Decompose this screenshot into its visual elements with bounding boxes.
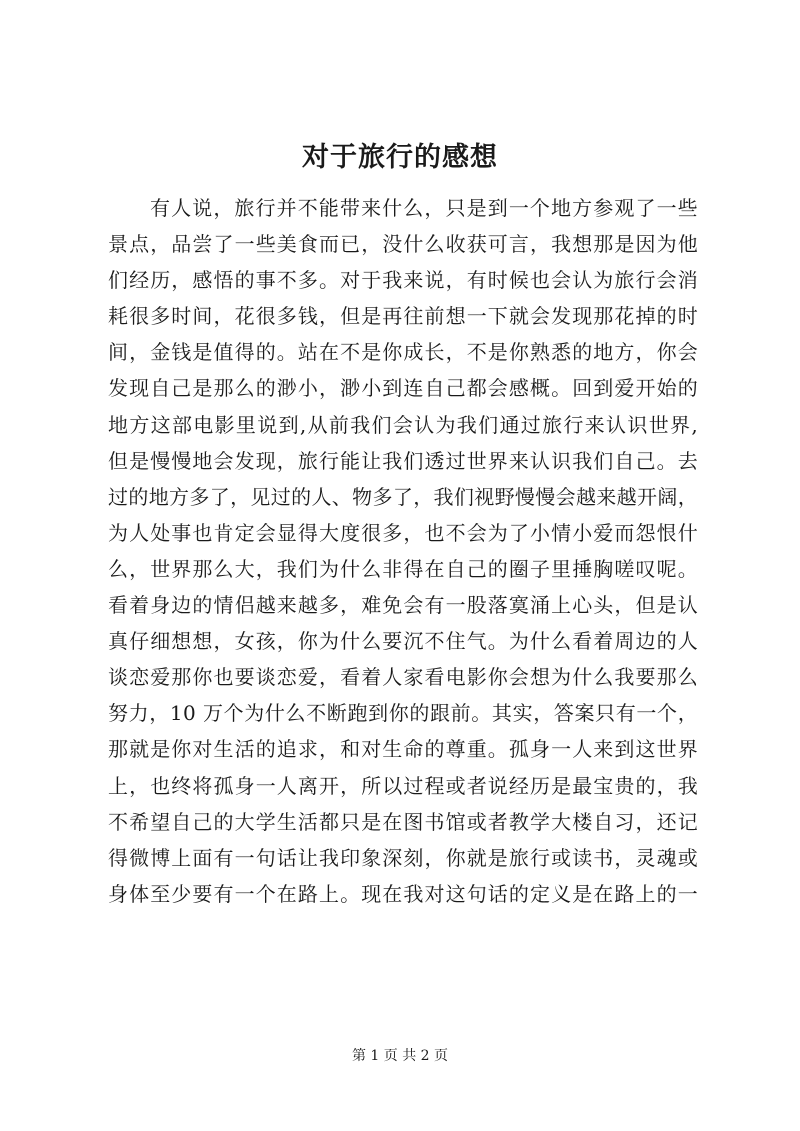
- body-line: 身体至少要有一个在路上。现在我对这句话的定义是在路上的一: [108, 881, 698, 906]
- body-line: 得微博上面有一句话让我印象深刻，你就是旅行或读书，灵魂或: [108, 845, 698, 870]
- body-line: 发现自己是那么的渺小，渺小到连自己都会感概。回到爱开始的: [108, 376, 698, 401]
- body-line: 不希望自己的大学生活都只是在图书馆或者教学大楼自习，还记: [108, 809, 698, 834]
- body-line: 努力，10 万个为什么不断跑到你的跟前。其实，答案只有一个，: [108, 701, 698, 726]
- body-line: 么，世界那么大，我们为什么非得在自己的圈子里捶胸嗟叹呢。: [108, 556, 698, 581]
- body-line: 过的地方多了，见过的人、物多了，我们视野慢慢会越来越开阔，: [108, 484, 698, 509]
- body-line: 地方这部电影里说到,从前我们会认为我们通过旅行来认识世界,: [108, 412, 698, 437]
- body-line: 那就是你对生活的追求，和对生命的尊重。孤身一人来到这世界: [108, 737, 698, 762]
- document-title: 对于旅行的感想: [302, 142, 498, 173]
- page-number-footer: 第 1 页 共 2 页: [351, 1048, 449, 1064]
- body-line: 耗很多时间，花很多钱，但是再往前想一下就会发现那花掉的时: [108, 304, 698, 329]
- body-line: 真仔细想想，女孩，你为什么要沉不住气。为什么看着周边的人: [108, 629, 698, 654]
- document-body: [108, 190, 698, 912]
- body-line: 上，也终将孤身一人离开，所以过程或者说经历是最宝贵的，我: [108, 773, 698, 798]
- body-line: 为人处事也肯定会显得大度很多，也不会为了小情小爱而怨恨什: [108, 520, 698, 545]
- body-line: 看着身边的情侣越来越多，难免会有一股落寞涌上心头，但是认: [108, 593, 698, 618]
- body-line: 谈恋爱那你也要谈恋爱，看着人家看电影你会想为什么我要那么: [108, 665, 698, 690]
- body-line: 们经历，感悟的事不多。对于我来说，有时候也会认为旅行会消: [108, 268, 698, 293]
- body-line: 间，金钱是值得的。站在不是你成长，不是你熟悉的地方，你会: [108, 340, 698, 365]
- body-line: 景点，品尝了一些美食而已，没什么收获可言，我想那是因为他: [108, 232, 698, 257]
- body-line: 但是慢慢地会发现，旅行能让我们透过世界来认识我们自己。去: [108, 448, 698, 473]
- body-line: 有人说，旅行并不能带来什么，只是到一个地方参观了一些: [150, 196, 698, 220]
